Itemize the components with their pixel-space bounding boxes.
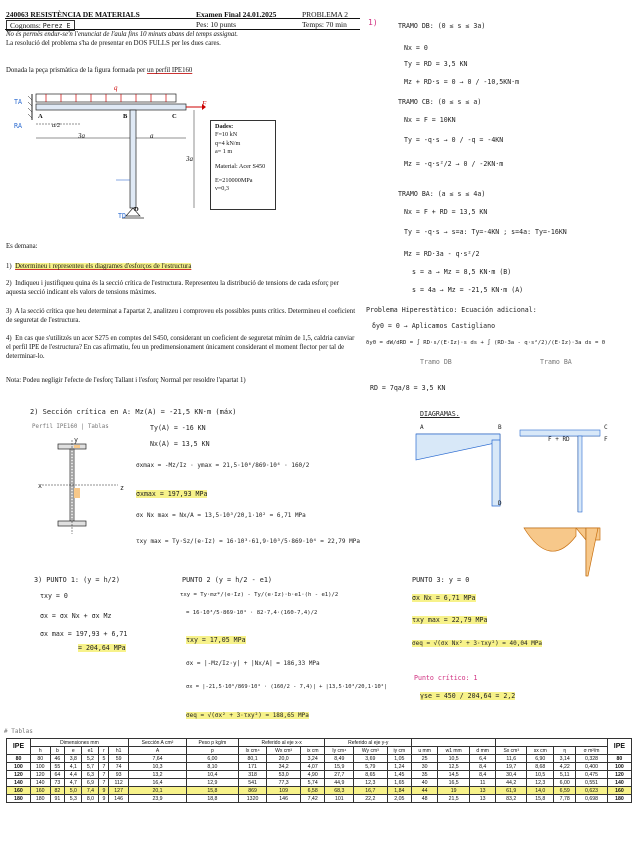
table-cell: 0,475 [576,771,608,779]
th-d: d mm [470,747,496,755]
table-cell: 1,84 [387,787,412,795]
diag-label-C: C [604,424,608,431]
diagrams-sketch [400,420,630,580]
structure-figure [6,80,206,220]
table-cell: 20,0 [267,755,300,763]
table-cell: 91 [50,795,65,803]
axis-y-label: y [74,436,78,444]
dim-a-half: a/2 [52,122,61,129]
table-cell: 7,42 [300,795,325,803]
safety-factor: γse = 450 / 204,64 = 2,2 [420,692,516,700]
tramo-cb-title: TRAMO CB: (0 ≤ s ≤ a) [398,98,482,106]
tag-tramo-db: Tramo DB [420,358,452,366]
sigma-value: σxmax = 197,93 MPa [136,490,208,498]
ba-line-2: Ty = -q·s → s=a: Ty=-4KN ; s=4a: Ty=-16KN [404,228,567,236]
table-cell: 46 [50,755,65,763]
table-cell: 6,4 [470,755,496,763]
tau-max: τxy max = Ty·Sz/(e·Iz) = 16·10³·61,9·10³/5·869·10⁴ = 22,79 MPa [136,538,360,545]
label-C: C [172,113,177,120]
reaction-TA: TA [14,98,22,106]
data-line-a: a= 1 m [215,148,233,156]
table-cell: 12,5 [438,763,470,771]
th-A: A [128,747,186,755]
castigliano-equation: δy0 = dW/dRD = ∫ RD·s/(E·Iz)·s ds + ∫ (RD·3a - q·s²/2)/(E·Iz)·3a ds = 0 [366,340,606,346]
dim-3a-vertical: 3a [186,155,193,163]
table-cell: 82 [50,787,65,795]
table-cell: 100 [30,763,50,771]
table-cell: 18,8 [187,795,239,803]
th-b: b [50,747,65,755]
table-cell: 7 [99,763,109,771]
table-cell: 10,3 [128,763,186,771]
table-cell: 120 [607,771,631,779]
label-B: B [123,113,128,120]
table-cell: 11,6 [496,755,527,763]
demana-text: Es demana: [6,243,38,250]
data-line-F: F=10 kN [215,131,238,139]
point2-line-3: τxy = 17,05 MPa [186,636,246,644]
th-Sx: Sx cm³ [496,747,527,755]
table-cell: 19,7 [496,763,527,771]
tables-tag: # Tablas [4,728,33,735]
ba-line-4: s = a → Mz = 8,5 KN·m (B) [412,268,512,276]
table-cell: 7,64 [128,755,186,763]
table-cell: 35 [412,771,438,779]
table-cell: 180 [30,795,50,803]
th-e: e [65,747,82,755]
th-sx: sx cm [527,747,554,755]
th-h: h [30,747,50,755]
table-cell: 8,10 [187,763,239,771]
table-cell: 8,0 [82,795,99,803]
question-3-text: A la secció crítica que heu determinat a l'apartat 2, analitzeu i comproveu els possibles punts crítics. Determineu el coeficient de seguretat de l'estructura. [6,308,356,324]
table-cell: 64 [50,771,65,779]
surname-field: Cognoms: Perez E [6,20,75,31]
point2-line-2: = 16·10³/5·869·10⁴ · 82·7,4·(160-7,4)/2 [186,610,318,616]
point3-line-2: τxy max = 22,79 MPa [412,616,488,624]
surname-label: Cognoms [10,21,39,30]
table-cell: 3,24 [300,755,325,763]
table-cell: 6,00 [187,755,239,763]
question-4 [6,334,358,361]
tramo-ba-title: TRAMO BA: (a ≤ s ≤ 4a) [398,190,486,198]
weight-text: Pes: 10 punts [196,20,237,29]
table-cell: 4,90 [300,771,325,779]
table-cell: 5,11 [554,771,576,779]
th-Wy: Wy cm³ [354,747,387,755]
table-cell: 73 [50,779,65,787]
ipe-table [6,738,632,803]
table-row [7,771,632,779]
table-cell: 140 [607,779,631,787]
table-cell: 80 [607,755,631,763]
table-cell: 48 [412,795,438,803]
th-Iy: Iy cm⁴ [325,747,354,755]
th-h1: h1 [109,747,129,755]
table-cell: 30 [412,763,438,771]
diag-label-F-RD: F + RD [548,436,570,443]
table-cell: 25 [412,755,438,763]
point1-line-4: = 204,64 MPa [78,644,126,652]
table-cell: 9 [99,787,109,795]
th-w1: w1 mm [438,747,470,755]
db-line-1: Nx = 0 [404,44,428,52]
table-cell: 61,9 [496,787,527,795]
section2-title: 2) Sección crítica en A: Mz(A) = -21,5 KN·m (máx) [30,408,237,416]
table-cell: 13 [470,787,496,795]
table-cell: 0,328 [576,755,608,763]
intro-text [6,66,192,75]
reaction-TD: TD [118,212,126,220]
table-cell: 44,9 [325,779,354,787]
critical-point: Punto crítico: 1 [414,674,478,682]
sigma-formula: σxmax = -Mz/Iz · ymax = 21,5·10⁶/869·10⁴ · 160/2 [136,462,310,469]
question-1-num: 1) [6,263,12,270]
table-cell: 4,4 [65,771,82,779]
table-cell: 74 [109,763,129,771]
section2-ty: Ty(A) = -16 KN [150,424,206,432]
ba-line-5: s = 4a → Mz = -21,5 KN·m (A) [412,286,524,294]
table-row [7,763,632,771]
cb-line-3: Mz = -q·s²/2 → 0 / -2KN·m [404,160,504,168]
table-cell: 100 [607,763,631,771]
table-cell: 4,22 [554,763,576,771]
question-2-num: 2) [6,280,12,287]
table-cell: 34,2 [267,763,300,771]
tag-tramo-ba: Tramo BA [540,358,572,366]
table-cell: 1,24 [387,763,412,771]
th-axis-x: Referido al eje x-x [238,739,325,747]
table-cell: 83,2 [496,795,527,803]
axis-z-label: z [120,484,124,492]
table-row [7,779,632,787]
ipe-table-body [7,755,632,803]
table-cell: 0,623 [576,787,608,795]
diagramas-title: DIAGRAMAS. [420,410,460,418]
table-cell: 80 [30,755,50,763]
label-D: D [134,206,139,213]
table-cell: 6,9 [82,779,99,787]
note-text: Nota: Podeu negligir l'efecte de l'esforç Tallant i l'esforç Normal per resoldre l'apartat 1) [6,377,246,384]
point2-line-5: σx = |-21,5·10⁶/869·10⁴ · (160/2 - 7,4)| + |13,5·10³/20,1·10²| [186,684,388,690]
table-row [7,795,632,803]
table-cell: 146 [109,795,129,803]
table-row [7,787,632,795]
table-cell: 22,2 [354,795,387,803]
data-line-E: E=210000MPa [215,177,253,185]
table-cell: 318 [238,771,267,779]
table-cell: 1,65 [387,779,412,787]
table-cell: 44,2 [496,779,527,787]
ipe-section-sketch [40,440,120,550]
table-cell: 3,14 [554,755,576,763]
section2-note: Perfil IPE160 | Tablas [32,424,109,430]
table-cell: 1320 [238,795,267,803]
th-weight: Peso p kg/m [187,739,239,747]
cb-line-2: Ty = -q·s → 0 / -q = -4KN [404,136,504,144]
table-cell: 14,0 [527,787,554,795]
question-3-num: 3) [6,308,12,315]
table-cell: 1,45 [387,771,412,779]
ba-line-1: Nx = F + RD = 13,5 KN [404,208,488,216]
th-dimensions: Dimensiones mm [30,739,128,747]
table-cell: 16,5 [438,779,470,787]
table-cell: 16,4 [128,779,186,787]
table-cell: 13,2 [128,771,186,779]
hiper-title: Problema Hiperestàtico: Ecuación adicional: [366,306,537,314]
table-cell: 112 [109,779,129,787]
table-cell: 7,78 [554,795,576,803]
problem-title: PROBLEMA 2 [302,10,349,19]
table-row [7,755,632,763]
question-4-num: 4) [6,335,12,342]
label-A: A [38,113,43,120]
table-cell: 869 [238,787,267,795]
rd-result: RD = 7qa/8 = 3,5 KN [370,384,446,392]
table-cell: 59 [109,755,129,763]
point3-title: PUNTO 3: y = 0 [412,576,470,584]
table-cell: 7 [99,771,109,779]
th-section: Sección A cm² [128,739,186,747]
table-cell: 10,4 [187,771,239,779]
table-cell: 3,69 [354,755,387,763]
table-cell: 140 [7,779,31,787]
table-cell: 44 [412,787,438,795]
th-ipe: IPE [7,739,31,755]
table-cell: 541 [238,779,267,787]
data-line-material: Material: Acer S450 [215,162,266,170]
table-cell: 0,698 [576,795,608,803]
solution-1-marker: 1) [368,18,378,27]
cb-line-1: Nx = F = 10KN [404,116,456,124]
question-3 [6,307,358,325]
table-cell: 120 [30,771,50,779]
point1-line-2: σx = σx Nx + σx Mz [40,612,112,620]
table-cell: 5,74 [300,779,325,787]
label-q: q [114,84,118,92]
table-cell: 6,3 [82,771,99,779]
point2-line-4: σx = |-Mz/Iz·y| + |Nx/A| = 186,33 MPa [186,660,320,667]
point1-line-1: τxy = 0 [40,592,68,600]
note-2: La resolució del problema s'ha de presentar en DOS FULLS per les dues cares. [6,40,221,47]
diag-label-A: A [420,424,424,431]
table-cell: 93 [109,771,129,779]
question-1 [6,262,358,271]
table-cell: 4,07 [300,763,325,771]
table-cell: 13 [470,795,496,803]
table-cell: 101 [325,795,354,803]
section2-nx: Nx(A) = 13,5 KN [150,440,210,448]
diag-label-D: D [498,500,502,507]
axis-x-label: x [38,482,42,490]
table-cell: 12,3 [527,779,554,787]
data-title: Dades: [215,123,234,130]
table-cell: 14,5 [438,771,470,779]
table-cell: 40 [412,779,438,787]
point1-title: 3) PUNTO 1: (y = h/2) [34,576,120,584]
table-cell: 5,79 [354,763,387,771]
diag-label-B: B [498,424,502,431]
table-cell: 8,4 [470,771,496,779]
table-cell: 10,5 [438,755,470,763]
table-subheader-row [7,747,632,755]
exam-title: Examen Final 24.01.2025 [196,10,277,19]
point1-line-3: σx max = 197,93 + 6,71 [40,630,128,638]
castigliano-line: δy0 = 0 → Aplicamos Castigliano [372,322,496,330]
sigma-normal: σx Nx max = Nx/A = 13,5·10³/20,1·10² = 6,71 MPa [136,512,306,519]
table-cell: 180 [607,795,631,803]
th-eta: η [554,747,576,755]
table-cell: 109 [267,787,300,795]
table-cell: 5,3 [65,795,82,803]
th-sigma: σ m²/m [576,747,608,755]
db-line-2: Ty = RD = 3,5 KN [404,60,468,68]
question-4-text: En cas que s'utilitzés un acer S275 en comptes del S450, considerant un coeficient de seguretat mínim de 1,5, caldria canviar el perfil IPE de l'estructura? En cas afirmatiu, feu un predimensionament únicament considerant el moment flector per tal de determinar-lo. [6,335,355,360]
data-box [210,120,276,210]
db-line-3: Mz + RD·s = 0 → 0 / -10,5KN·m [404,78,520,86]
table-cell: 0,551 [576,779,608,787]
table-cell: 8,65 [354,771,387,779]
table-cell: 3,8 [65,755,82,763]
table-cell: 5,2 [82,755,99,763]
label-F: F [202,100,207,108]
table-cell: 20,1 [128,787,186,795]
table-cell: 16,7 [354,787,387,795]
intro-before: Donada la peça prismàtica de la figura formada per [6,67,147,74]
tramo-db-title: TRAMO DB: (0 ≤ s ≤ 3a) [398,22,486,30]
table-cell: 53,0 [267,771,300,779]
table-cell: 5 [99,755,109,763]
point2-line-1: τxy = Ty·mz*/(e·Iz) - Ty/(e·Iz)·b·e1·(h - e1)/2 [180,592,339,598]
table-cell: 77,3 [267,779,300,787]
table-cell: 12,9 [187,779,239,787]
table-cell: 10,5 [527,771,554,779]
table-cell: 12,3 [354,779,387,787]
th-ix: ix cm [300,747,325,755]
table-cell: 5,7 [82,763,99,771]
table-cell: 127 [109,787,129,795]
table-cell: 120 [7,771,31,779]
table-cell: 80 [7,755,31,763]
table-cell: 100 [7,763,31,771]
th-ipe-right: IPE [607,739,631,755]
table-cell: 6,59 [554,787,576,795]
point2-title: PUNTO 2 (y = h/2 - e1) [182,576,273,584]
th-p: p [187,747,239,755]
table-cell: 23,9 [128,795,186,803]
table-cell: 15,9 [325,763,354,771]
table-cell: 30,4 [496,771,527,779]
dim-a-horizontal: a [150,132,154,140]
th-Ix: Ix cm⁴ [238,747,267,755]
th-u: u mm [412,747,438,755]
table-cell: 160 [30,787,50,795]
point2-line-6: σeq = √(σx² + 3·τxy²) = 188,65 MPa [186,712,309,719]
table-cell: 160 [607,787,631,795]
table-cell: 11 [470,779,496,787]
data-line-q: q=4 kN/m [215,139,241,147]
table-cell: 9 [99,795,109,803]
th-Wx: Wx cm³ [267,747,300,755]
table-cell: 2,05 [387,795,412,803]
table-cell: 8,49 [325,755,354,763]
surname-value: Perez E [42,22,71,30]
table-cell: 19 [438,787,470,795]
table-cell: 1,05 [387,755,412,763]
table-cell: 27,7 [325,771,354,779]
table-cell: 80,1 [238,755,267,763]
time-text: Temps: 70 min [302,20,347,29]
intro-profile: un perfil IPE160 [146,67,193,74]
diag-label-F: F [604,436,608,443]
table-cell: 160 [7,787,31,795]
table-cell: 180 [7,795,31,803]
point3-line-3: σeq = √(σx Nx² + 3·τxy²) = 40,04 MPa [412,640,543,647]
question-2 [6,279,358,297]
reaction-RA: RA [14,122,22,130]
course-title: 240063 RESISTÈNCIA DE MATERIALS [6,10,140,19]
table-cell: 0,400 [576,763,608,771]
th-axis-y: Referido al eje y-y [325,739,412,747]
table-cell: 7 [99,779,109,787]
ba-line-3: Mz = RD·3a - q·s²/2 [404,250,480,258]
table-cell: 21,5 [438,795,470,803]
table-cell: 6,00 [554,779,576,787]
table-cell: 6,90 [527,755,554,763]
table-cell: 68,3 [325,787,354,795]
data-line-nu: ν=0,3 [215,185,230,193]
table-cell: 146 [267,795,300,803]
table-header-row [7,739,632,747]
table-cell: 6,58 [300,787,325,795]
question-2-text: Indiqueu i justifiqueu quina és la secció crítica de l'estructura. Representeu la distribució de tensions de cada esforç per aquesta secció indicant els valors de tensions màximes. [6,280,339,296]
table-cell: 55 [50,763,65,771]
th-e1: e1 [82,747,99,755]
table-cell: 8,68 [527,763,554,771]
table-cell: 15,8 [527,795,554,803]
table-cell: 5,0 [65,787,82,795]
table-cell: 8,4 [470,763,496,771]
th-iy: iy cm [387,747,412,755]
table-cell: 171 [238,763,267,771]
note-1: No és permès endur-se'n l'enunciat de l'aula fins 10 minuts abans del temps assignat. [6,31,238,38]
point3-line-1: σx Nx = 6,71 MPa [412,594,476,602]
table-cell: 4,7 [65,779,82,787]
th-r: r [99,747,109,755]
table-cell: 4,1 [65,763,82,771]
table-cell: 7,4 [82,787,99,795]
table-cell: 15,8 [187,787,239,795]
dim-3a-horizontal: 3a [78,132,85,140]
table-cell: 140 [30,779,50,787]
question-1-text: Determineu i representeu els diagrames d'esforços de l'estructura [15,263,192,270]
